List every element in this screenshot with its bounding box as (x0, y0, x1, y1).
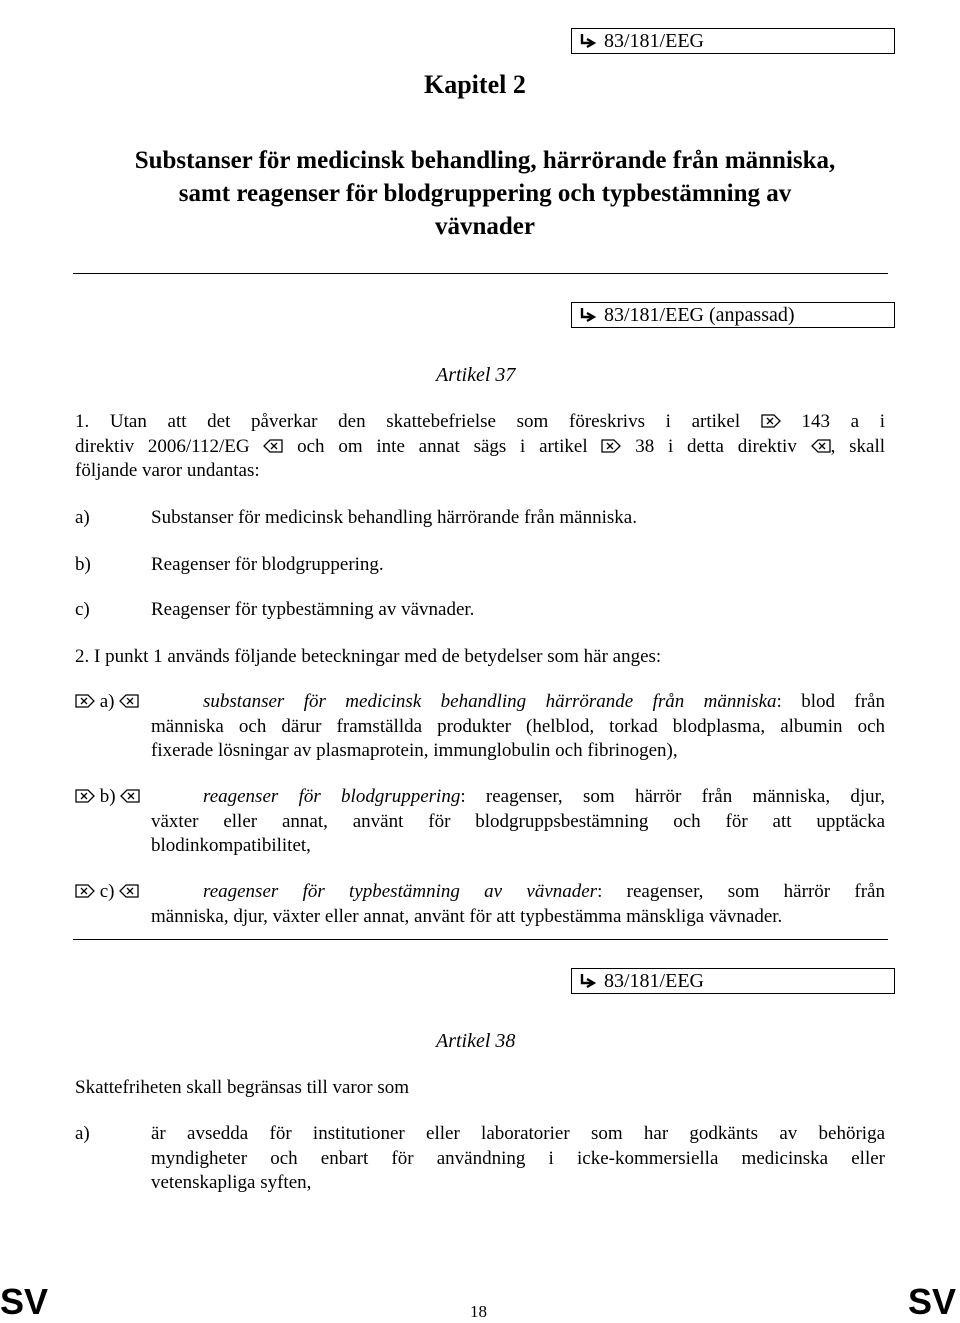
chapter-title (60, 144, 910, 243)
list-item (75, 553, 91, 578)
list-label: b) (75, 554, 91, 575)
article-heading: Artikel 38 (436, 1030, 516, 1052)
text-span: , skall (830, 435, 886, 457)
list-label: a) (75, 507, 90, 528)
reference-box-top (571, 28, 895, 54)
definition-line (151, 785, 885, 810)
paragraph-line: följande varor undantas: (75, 460, 260, 481)
paragraph-line (75, 410, 885, 435)
text-span: och om inte annat sägs i artikel (297, 435, 588, 457)
article-intro: Skattefriheten skall begränsas till varor som (75, 1077, 409, 1098)
title-line: Substanser för medicinsk behandling, härrörande från människa, (134, 147, 836, 174)
insertion-end-icon (119, 884, 139, 898)
title-line: vävnader (435, 213, 535, 240)
insertion-end-icon (811, 439, 831, 453)
definition-line: människa och därur framställda produkter (helblod, torkad blodplasma, albumin och (151, 715, 885, 737)
item-line: vetenskapliga syften, (151, 1172, 312, 1193)
definition-line: växter eller annat, använt för blodgruppsbestämning och för att upptäcka (151, 810, 885, 832)
definition-line: fixerade lösningar av plasmaprotein, immunglobulin och fibrinogen), (151, 740, 678, 761)
text-span: direktiv 2006/112/EG (75, 435, 250, 457)
text-span: Utan att det påverkar den skattebefrielse som föreskrivs i artikel (109, 411, 741, 432)
chapter-heading: Kapitel 2 (424, 70, 526, 99)
arrow-down-icon (580, 303, 598, 324)
list-item-text: Reagenser för blodgruppering. (151, 554, 384, 575)
list-label: a) (75, 1123, 90, 1144)
definition-line (151, 880, 885, 905)
page-number: 18 (470, 1302, 487, 1321)
list-item (75, 506, 90, 531)
text-span: : reagenser, som härrör från (597, 881, 885, 902)
divider (73, 939, 888, 940)
definition-letter: c) (99, 881, 115, 902)
arrow-down-icon (580, 29, 598, 50)
definition-label (75, 690, 139, 715)
reference-text: 83/181/EEG (604, 970, 704, 992)
list-label: c) (75, 599, 90, 620)
text-span: 143 a i (801, 411, 886, 432)
paragraph-line (75, 435, 885, 460)
definition-body (151, 785, 885, 859)
arrow-down-icon (580, 969, 598, 990)
insertion-start-icon (75, 884, 95, 898)
defined-term: reagenser för blodgruppering (203, 786, 461, 807)
reference-box-bottom (571, 968, 895, 994)
definition-body (151, 690, 885, 764)
defined-term: substanser för medicinsk behandling härrörande från människa (203, 691, 777, 712)
insertion-start-icon (761, 414, 781, 428)
insertion-start-icon (75, 694, 95, 708)
text-span: 38 i detta direktiv (635, 435, 797, 457)
paragraph-1 (75, 410, 885, 484)
insertion-end-icon (120, 789, 140, 803)
definition-label (75, 785, 140, 810)
text-span: : blod från (776, 691, 885, 712)
paragraph-number: 1. (75, 411, 90, 432)
item-line: myndigheter och enbart för användning i icke-kommersiella medicinska eller (151, 1147, 885, 1169)
reference-text: 83/181/EEG (anpassad) (604, 304, 795, 326)
item-line: är avsedda för institutioner eller laboratorier som har godkänts av behöriga (151, 1123, 885, 1144)
insertion-end-icon (263, 439, 283, 453)
defined-term: reagenser för typbestämning av vävnader (203, 881, 598, 902)
definition-body (151, 880, 885, 929)
language-code-left: SV (0, 1281, 49, 1322)
definition-letter: a) (99, 691, 115, 712)
definition-letter: b) (99, 786, 116, 807)
reference-box-adapted (571, 302, 895, 328)
definition-line: blodinkompatibilitet, (151, 835, 311, 856)
insertion-start-icon (75, 789, 95, 803)
language-code-right: SV (907, 1281, 956, 1322)
insertion-start-icon (601, 439, 621, 453)
paragraph-2: 2. I punkt 1 används följande beteckningar med de betydelser som här anges: (75, 646, 662, 667)
list-item (75, 598, 90, 623)
text-span: : reagenser, som härrör från människa, djur, (460, 786, 885, 807)
definition-label (75, 880, 139, 905)
title-line: samt reagenser för blodgruppering och typbestämning av (178, 180, 792, 207)
article-heading: Artikel 37 (436, 364, 516, 386)
list-item-text (151, 1122, 885, 1196)
reference-text: 83/181/EEG (604, 30, 704, 52)
definition-line: människa, djur, växter eller annat, använt för att typbestämma mänskliga vävnader. (151, 905, 783, 927)
divider (73, 273, 888, 274)
insertion-end-icon (119, 694, 139, 708)
list-item-text: Reagenser för typbestämning av vävnader. (151, 599, 475, 620)
definition-line (151, 690, 885, 715)
list-item-text: Substanser för medicinsk behandling härrörande från människa. (151, 507, 637, 528)
